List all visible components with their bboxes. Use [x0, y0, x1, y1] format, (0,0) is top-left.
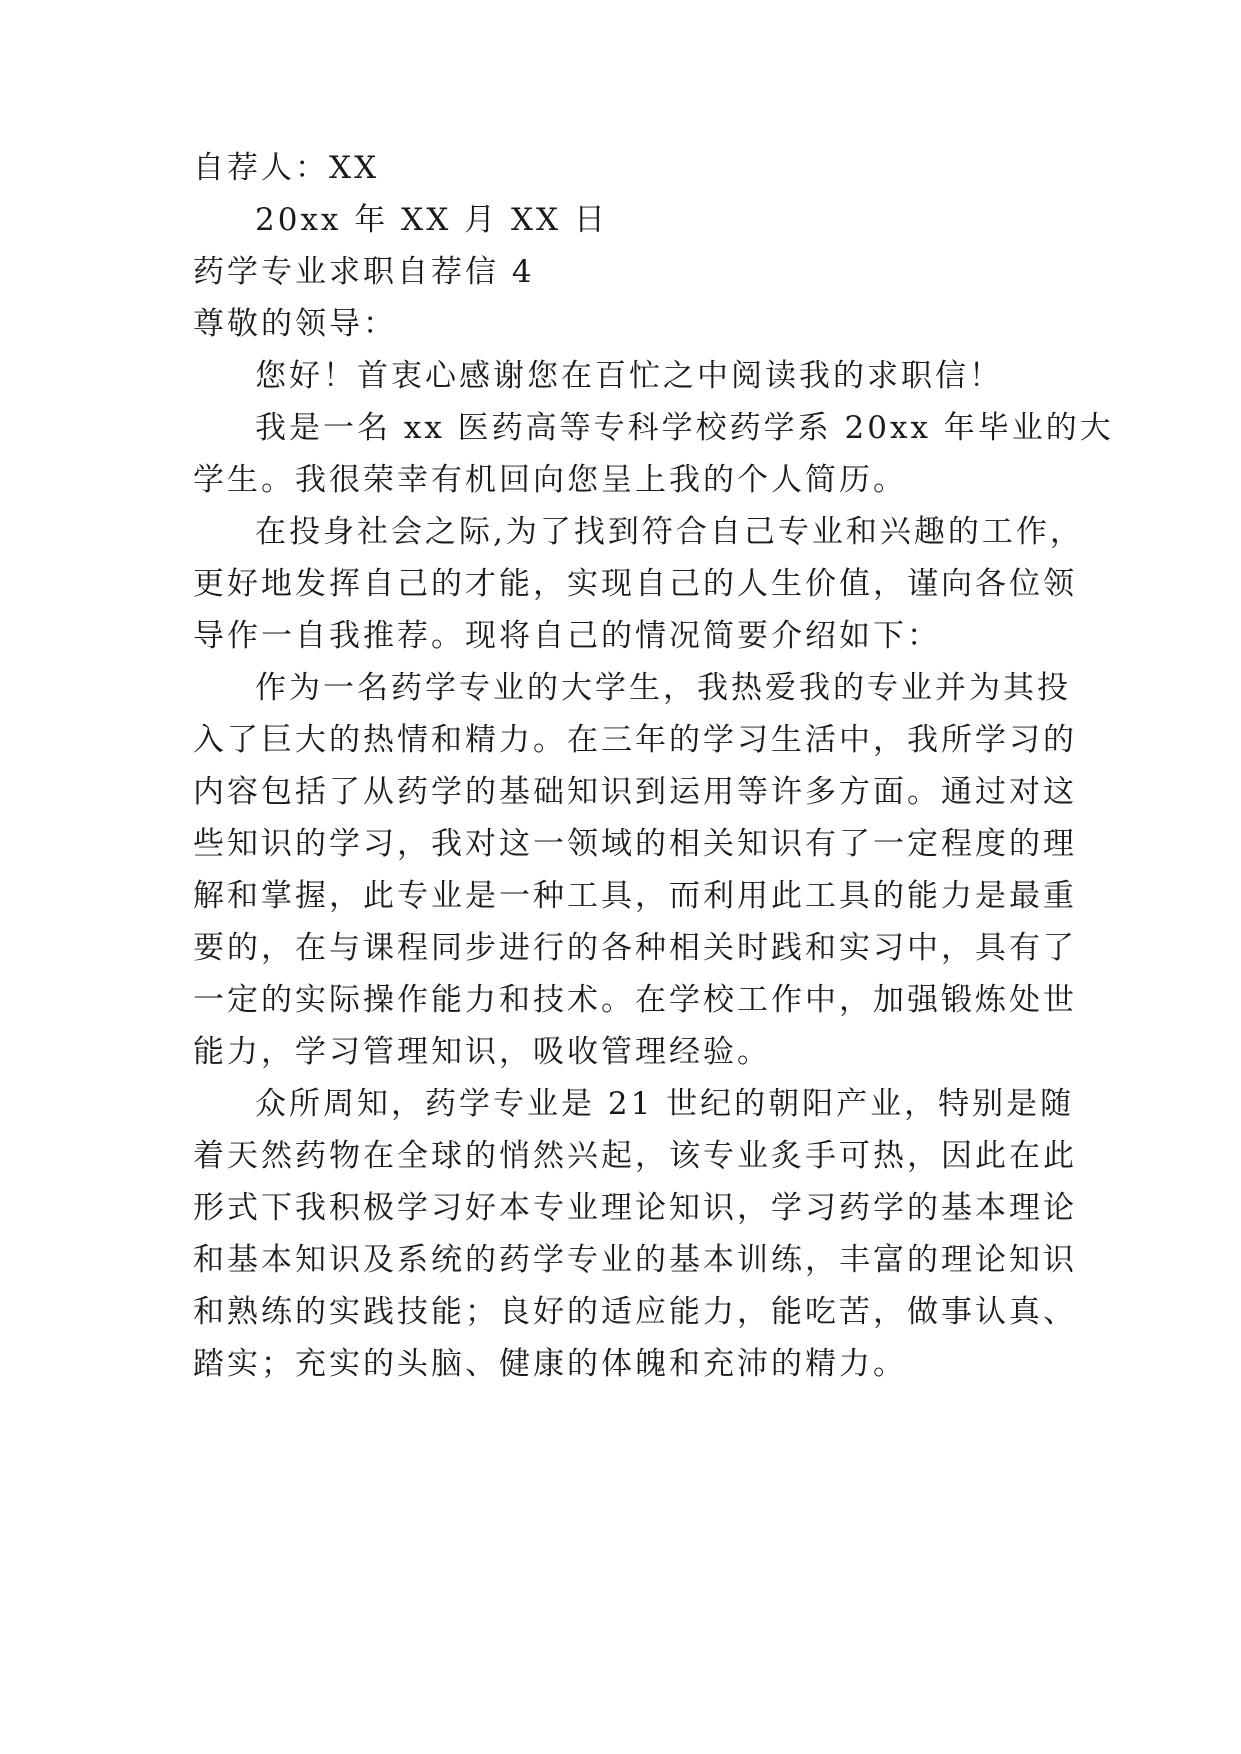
- body-line: 我是一名 xx 医药高等专科学校药学系 20xx 年毕业的大: [255, 410, 1114, 446]
- body-line: 作为一名药学专业的大学生，我热爱我的专业并为其投: [255, 670, 1071, 706]
- signature-line: 自荐人：XX: [193, 150, 380, 186]
- greeting-paragraph: 您好！首衷心感谢您在百忙之中阅读我的求职信！: [255, 358, 1003, 394]
- body-line: 众所周知，药学专业是 21 世纪的朝阳产业，特别是随: [255, 1086, 1075, 1122]
- body-line: 内容包括了从药学的基础知识到运用等许多方面。通过对这: [193, 774, 1077, 810]
- body-line: 学生。我很荣幸有机回向您呈上我的个人简历。: [193, 462, 907, 498]
- body-line: 更好地发挥自己的才能，实现自己的人生价值，谨向各位领: [193, 566, 1077, 602]
- body-line: 能力，学习管理知识，吸收管理经验。: [193, 1034, 771, 1070]
- body-line: 解和掌握，此专业是一种工具，而利用此工具的能力是最重: [193, 878, 1077, 914]
- body-line: 在投身社会之际,为了找到符合自己专业和兴趣的工作，: [255, 514, 1084, 550]
- body-line: 一定的实际操作能力和技术。在学校工作中，加强锻炼处世: [193, 982, 1077, 1018]
- salutation: 尊敬的领导：: [193, 306, 397, 342]
- body-line: 些知识的学习，我对这一领域的相关知识有了一定程度的理: [193, 826, 1077, 862]
- body-line: 形式下我积极学习好本专业理论知识，学习药学的基本理论: [193, 1190, 1077, 1226]
- body-line: 要的，在与课程同步进行的各种相关时践和实习中，具有了: [193, 930, 1077, 966]
- body-line: 着天然药物在全球的悄然兴起，该专业炙手可热，因此在此: [193, 1138, 1077, 1174]
- date-line: 20xx 年 XX 月 XX 日: [255, 202, 608, 238]
- body-line: 和熟练的实践技能；良好的适应能力，能吃苦，做事认真、: [193, 1294, 1077, 1330]
- body-line: 和基本知识及系统的药学专业的基本训练，丰富的理论知识: [193, 1242, 1077, 1278]
- body-line: 踏实；充实的头脑、健康的体魄和充沛的精力。: [193, 1346, 907, 1382]
- body-line: 导作一自我推荐。现将自己的情况简要介绍如下：: [193, 618, 941, 654]
- letter-title: 药学专业求职自荐信 4: [193, 254, 535, 290]
- body-line: 入了巨大的热情和精力。在三年的学习生活中，我所学习的: [193, 722, 1077, 758]
